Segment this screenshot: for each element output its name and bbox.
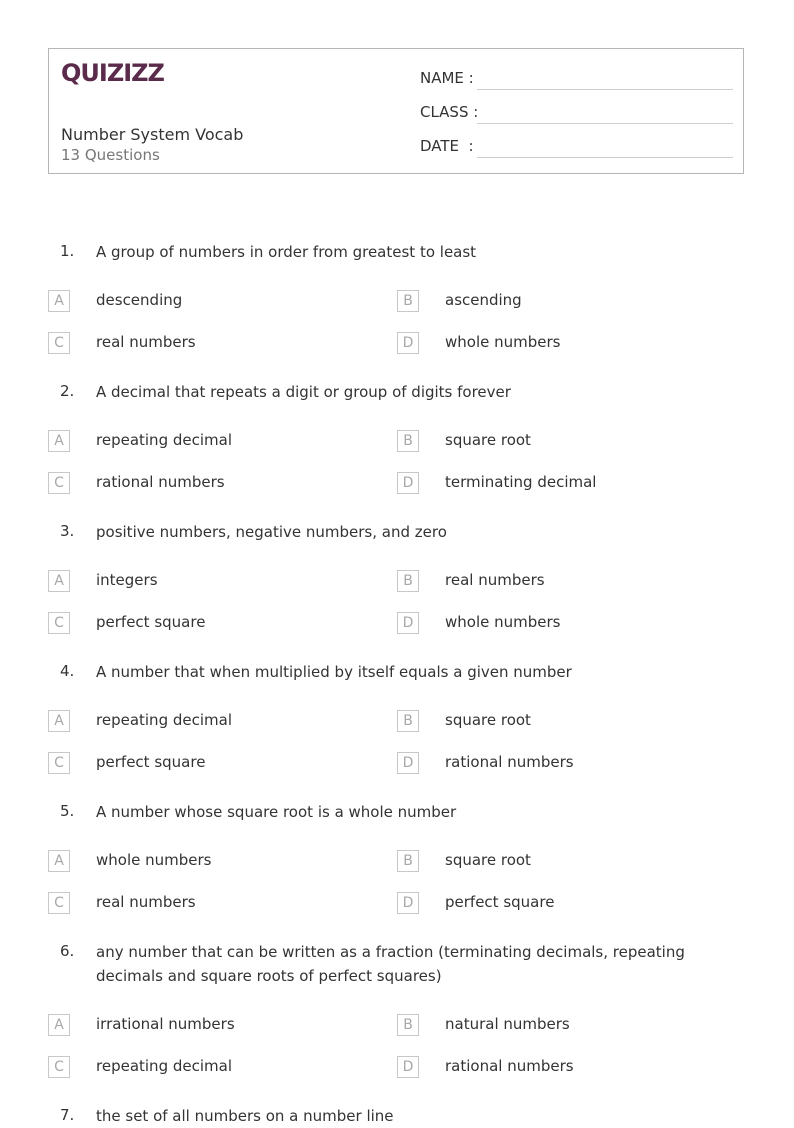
option-letter-box[interactable]: B [397,1014,419,1036]
option-text: perfect square [445,893,555,911]
option-text: repeating decimal [96,1057,232,1075]
option-letter-box[interactable]: D [397,612,419,634]
option-letter-box[interactable]: A [48,1014,70,1036]
option-letter-box[interactable]: C [48,472,70,494]
question-number: 5. [60,802,75,820]
option-letter-box[interactable]: D [397,752,419,774]
option-text: square root [445,711,531,729]
option-letter-box[interactable]: A [48,570,70,592]
option-letter-box[interactable]: B [397,850,419,872]
option-text: repeating decimal [96,711,232,729]
option-letter-box[interactable]: A [48,710,70,732]
option-text: rational numbers [96,473,225,491]
question-text: A group of numbers in order from greatest to least [96,243,477,261]
option-text: whole numbers [96,851,212,869]
option-text: real numbers [96,333,196,351]
question-number: 4. [60,662,75,680]
option-letter-box[interactable]: B [397,430,419,452]
option-text: whole numbers [445,613,561,631]
option-letter-box[interactable]: D [397,892,419,914]
question-text: positive numbers, negative numbers, and zero [96,523,447,541]
option-text: perfect square [96,753,206,771]
option-text: irrational numbers [96,1015,235,1033]
question-number: 7. [60,1106,75,1124]
option-text: terminating decimal [445,473,597,491]
date-label: DATE : [420,137,474,155]
option-text: repeating decimal [96,431,232,449]
question-text: A number that when multiplied by itself equals a given number [96,663,572,681]
option-text: perfect square [96,613,206,631]
question-number: 3. [60,522,75,540]
question-text: A decimal that repeats a digit or group of digits forever [96,383,511,401]
option-text: rational numbers [445,753,574,771]
question-number: 6. [60,942,75,960]
option-letter-box[interactable]: C [48,752,70,774]
option-letter-box[interactable]: A [48,850,70,872]
name-label: NAME : [420,69,474,87]
option-text: whole numbers [445,333,561,351]
name-line[interactable] [477,89,733,90]
quizizz-logo: QUIZIZZ [61,59,164,87]
question-text: A number whose square root is a whole number [96,803,457,821]
option-letter-box[interactable]: B [397,290,419,312]
option-text: descending [96,291,183,309]
option-letter-box[interactable]: B [397,710,419,732]
question-text: the set of all numbers on a number line [96,1107,394,1125]
question-count: 13 Questions [61,146,160,164]
option-text: square root [445,851,531,869]
option-letter-box[interactable]: A [48,430,70,452]
option-text: real numbers [445,571,545,589]
class-label: CLASS : [420,103,479,121]
option-text: integers [96,571,158,589]
option-letter-box[interactable]: D [397,332,419,354]
option-text: real numbers [96,893,196,911]
option-letter-box[interactable]: D [397,1056,419,1078]
question-number: 2. [60,382,75,400]
class-line[interactable] [477,123,733,124]
option-text: rational numbers [445,1057,574,1075]
option-letter-box[interactable]: C [48,612,70,634]
question-text: any number that can be written as a fraction (terminating decimals, repeating decimals and square roots of perfect squares) [96,943,685,985]
option-letter-box[interactable]: A [48,290,70,312]
option-text: natural numbers [445,1015,570,1033]
question-number: 1. [60,242,75,260]
option-text: square root [445,431,531,449]
worksheet-header [48,48,744,174]
option-text: ascending [445,291,522,309]
option-letter-box[interactable]: B [397,570,419,592]
option-letter-box[interactable]: D [397,472,419,494]
option-letter-box[interactable]: C [48,1056,70,1078]
date-line[interactable] [477,157,733,158]
option-letter-box[interactable]: C [48,892,70,914]
worksheet-title: Number System Vocab [61,125,244,144]
option-letter-box[interactable]: C [48,332,70,354]
